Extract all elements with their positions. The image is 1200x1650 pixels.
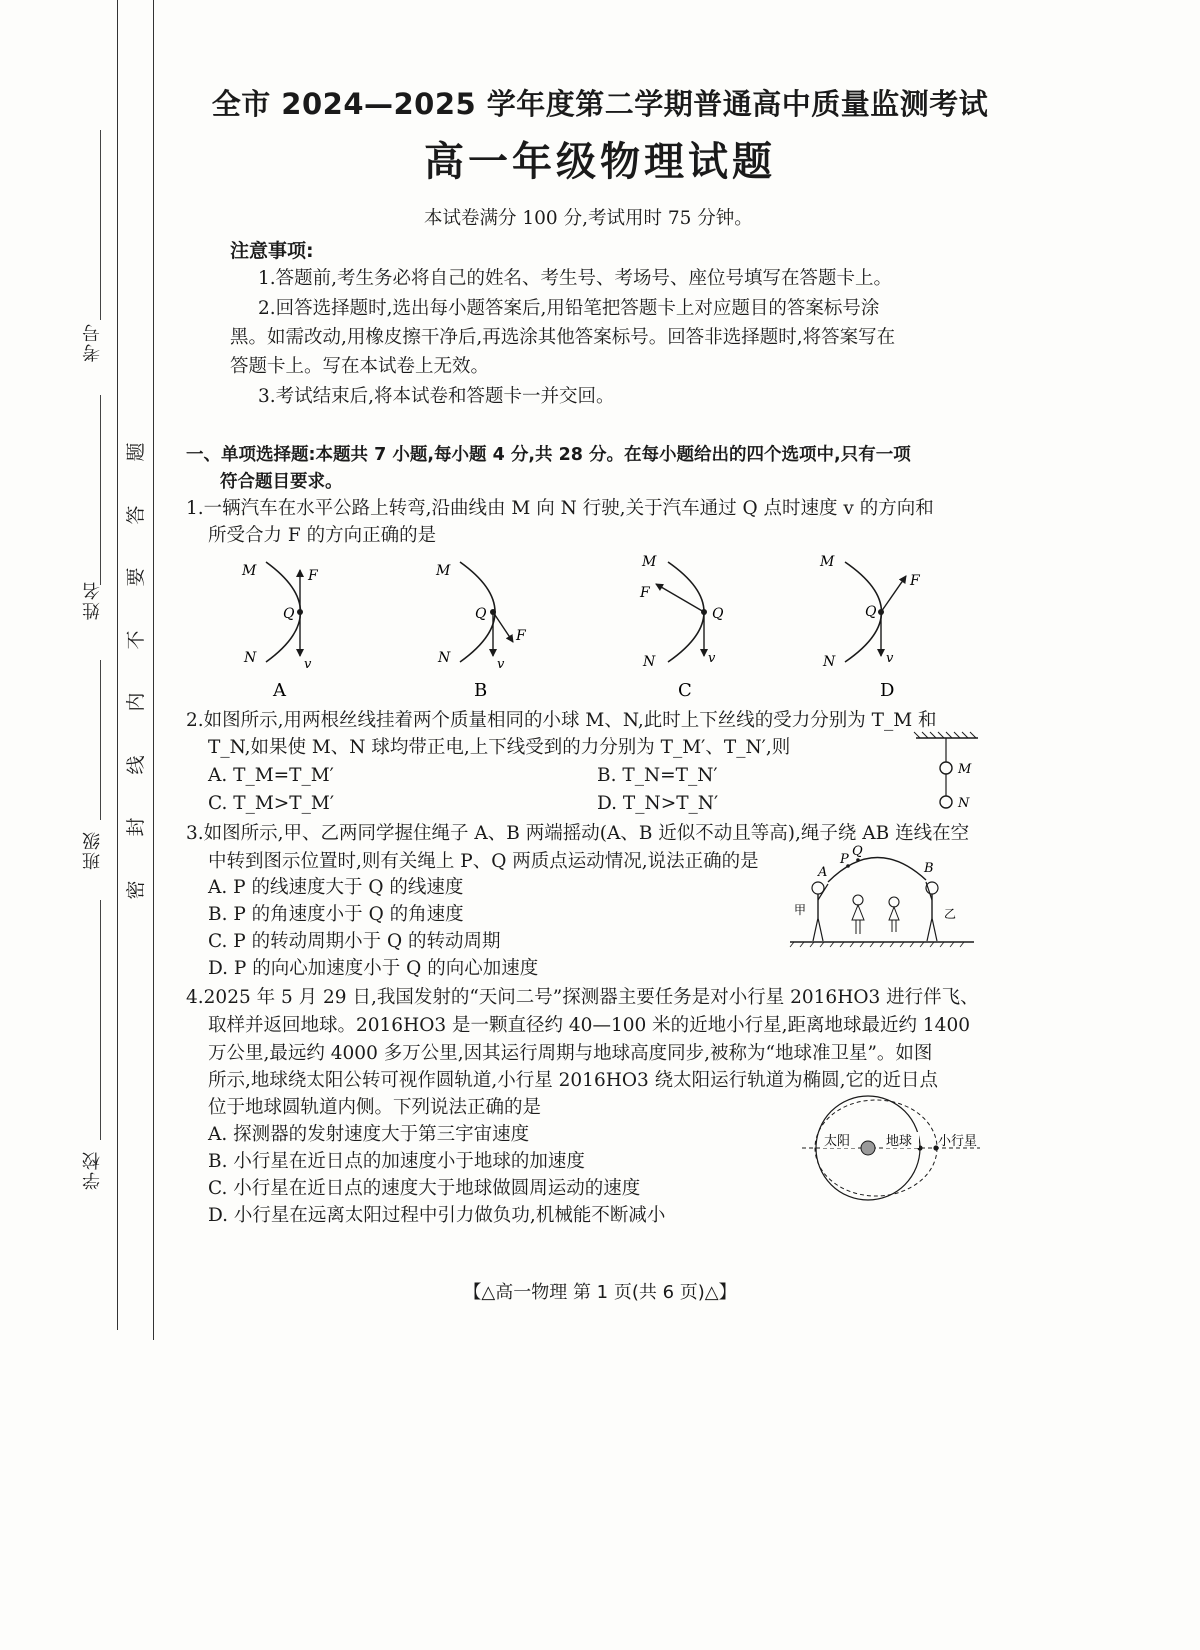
question-3-option-a: A. P 的线速度大于 Q 的线速度 xyxy=(208,877,464,898)
label-b: B xyxy=(924,861,934,876)
label-n: N xyxy=(244,650,257,666)
question-3-option-d: D. P 的向心加速度小于 Q 的向心加速度 xyxy=(208,958,539,979)
notice-line: 3.考试结束后,将本试卷和答题卡一并交回。 xyxy=(258,386,615,407)
question-4-text: 4.2025 年 5 月 29 日,我国发射的“天问二号”探测器主要任务是对小行星 2016HO3 进行伴飞、 xyxy=(186,987,979,1008)
question-2-figure xyxy=(912,730,984,816)
label-p: P xyxy=(840,852,849,867)
option-label: B xyxy=(474,680,488,701)
seal-char: 答 xyxy=(125,505,147,525)
field-label-school: 学校 xyxy=(82,1150,103,1190)
label-m: M xyxy=(242,563,257,579)
question-4-option-b: B. 小行星在近日点的加速度小于地球的加速度 xyxy=(208,1151,585,1172)
question-2-text-cont: T_N,如果使 M、N 球均带正电,上下线受到的力分别为 T_M′、T_N′,则 xyxy=(208,737,791,758)
seal-char: 密 xyxy=(125,880,147,900)
subject-title: 高一年级物理试题 xyxy=(424,139,776,185)
question-3-text-cont: 中转到图示位置时,则有关绳上 P、Q 两质点运动情况,说法正确的是 xyxy=(208,851,759,872)
label-f: F xyxy=(910,573,920,589)
label-q: Q xyxy=(712,606,724,622)
exam-info: 本试卷满分 100 分,考试用时 75 分钟。 xyxy=(424,208,753,229)
label-m: M xyxy=(958,762,972,777)
section-heading: 一、单项选择题:本题共 7 小题,每小题 4 分,共 28 分。在每小题给出的四个选项中,只有一项 xyxy=(186,445,911,465)
question-4-text-cont: 所示,地球绕太阳公转可视作圆轨道,小行星 2016HO3 绕太阳运行轨道为椭圆,它的近日点 xyxy=(208,1070,939,1091)
field-blank-class xyxy=(100,900,101,1140)
seal-char: 不 xyxy=(125,630,147,650)
section-heading-cont: 符合题目要求。 xyxy=(220,472,343,492)
option-a-diagram xyxy=(241,562,319,701)
binding-line-inner xyxy=(153,0,154,1340)
question-4-option-c: C. 小行星在近日点的速度大于地球做圆周运动的速度 xyxy=(208,1178,641,1199)
question-4-text-cont: 位于地球圆轨道内侧。下列说法正确的是 xyxy=(208,1097,542,1118)
label-v: v xyxy=(304,657,312,672)
notice-line: 1.答题前,考生务必将自己的姓名、考生号、考场号、座位号填写在答题卡上。 xyxy=(258,268,893,289)
label-n: N xyxy=(823,654,836,670)
label-n: N xyxy=(643,654,656,670)
seal-char: 封 xyxy=(125,817,147,837)
page-footer: 【△高一物理 第 1 页(共 6 页)△】 xyxy=(463,1282,737,1303)
question-4-text-cont: 取样并返回地球。2016HO3 是一颗直径约 40—100 米的近地小行星,距离地球最近约 1400 xyxy=(208,1015,970,1036)
question-4-option-a: A. 探测器的发射速度大于第三宇宙速度 xyxy=(208,1124,530,1145)
question-4-figure xyxy=(800,1094,982,1222)
question-3-option-b: B. P 的角速度小于 Q 的角速度 xyxy=(208,904,464,925)
label-v: v xyxy=(708,651,716,666)
question-1-figure xyxy=(220,550,960,705)
label-jia: 甲 xyxy=(794,903,807,917)
label-q: Q xyxy=(283,606,295,622)
option-label: D xyxy=(880,680,895,701)
question-2-option-b: B. T_N=T_N′ xyxy=(597,765,718,786)
field-label-kaohao: 考号 xyxy=(82,322,103,362)
seal-char: 要 xyxy=(125,567,147,587)
field-label-class: 班级 xyxy=(82,830,103,870)
option-d-diagram xyxy=(819,554,921,701)
label-m: M xyxy=(820,554,835,570)
label-f: F xyxy=(308,568,318,584)
notice-line: 答题卡上。写在本试卷上无效。 xyxy=(230,356,490,377)
question-2-text: 2.如图所示,用两根丝线挂着两个质量相同的小球 M、N,此时上下丝线的受力分别为 T_M 和 xyxy=(186,710,937,731)
field-blank-name xyxy=(100,660,101,820)
question-4-option-d: D. 小行星在远离太阳过程中引力做负功,机械能不断减小 xyxy=(208,1205,666,1226)
question-3-figure xyxy=(786,842,978,950)
option-b-diagram xyxy=(435,562,527,701)
notice-line: 2.回答选择题时,选出每小题答案后,用铅笔把答题卡上对应题目的答案标号涂 xyxy=(258,298,880,319)
label-m: M xyxy=(642,554,657,570)
label-f: F xyxy=(640,585,650,601)
option-label: A xyxy=(273,680,286,701)
label-n: N xyxy=(438,650,451,666)
label-v: v xyxy=(886,651,894,666)
label-f: F xyxy=(516,628,526,644)
exam-title: 全市 2024—2025 学年度第二学期普通高中质量监测考试 xyxy=(211,87,989,121)
question-4-text-cont: 万公里,最远约 4000 多万公里,因其运行周期与地球高度同步,被称为“地球准卫星”。如图 xyxy=(208,1043,933,1064)
question-2-option-a: A. T_M=T_M′ xyxy=(208,765,334,786)
label-yi: 乙 xyxy=(944,907,957,921)
question-2-option-d: D. T_N>T_N′ xyxy=(597,793,719,814)
label-q: Q xyxy=(475,606,487,622)
question-2-option-c: C. T_M>T_M′ xyxy=(208,793,335,814)
notice-heading: 注意事项: xyxy=(230,240,314,262)
field-label-name: 姓名 xyxy=(82,580,103,620)
label-asteroid: 小行星 xyxy=(938,1134,978,1149)
question-1-text-cont: 所受合力 F 的方向正确的是 xyxy=(208,525,437,546)
question-3-option-c: C. P 的转动周期小于 Q 的转动周期 xyxy=(208,931,501,952)
label-earth: 地球 xyxy=(886,1134,913,1149)
label-n: N xyxy=(958,796,970,811)
option-c-diagram xyxy=(639,554,724,701)
option-label: C xyxy=(678,680,692,701)
binding-line-outer xyxy=(117,0,118,1330)
notice-line: 黑。如需改动,用橡皮擦干净后,再选涂其他答案标号。回答非选择题时,将答案写在 xyxy=(230,327,896,348)
question-3-text: 3.如图所示,甲、乙两同学握住绳子 A、B 两端摇动(A、B 近似不动且等高),绳子绕 AB 连线在空 xyxy=(186,823,970,844)
field-blank-kaohao-lower xyxy=(100,395,101,585)
question-1-text: 1.一辆汽车在水平公路上转弯,沿曲线由 M 向 N 行驶,关于汽车通过 Q 点时速度 v 的方向和 xyxy=(186,498,934,519)
label-a: A xyxy=(818,865,828,880)
label-m: M xyxy=(436,563,451,579)
label-q: Q xyxy=(852,844,863,859)
seal-char: 内 xyxy=(125,692,147,712)
seal-char: 题 xyxy=(125,442,147,462)
seal-char: 线 xyxy=(125,755,147,775)
label-q: Q xyxy=(865,604,877,620)
label-sun: 太阳 xyxy=(824,1134,851,1149)
label-v: v xyxy=(497,657,505,672)
